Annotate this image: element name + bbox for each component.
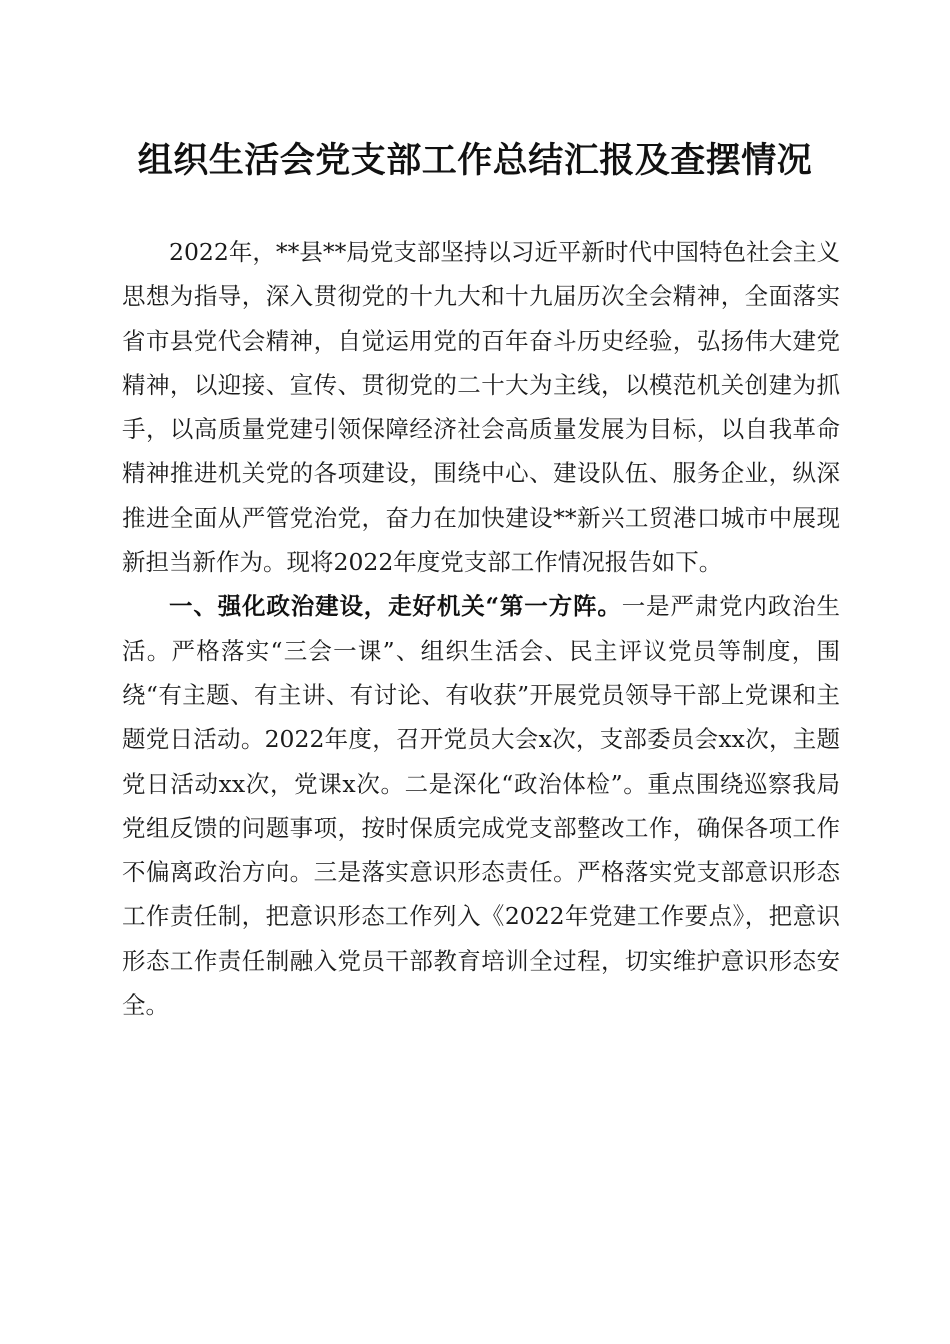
- section-heading: 一、强化政治建设，走好机关“第一方阵。: [169, 592, 622, 621]
- document-title: 组织生活会党支部工作总结汇报及查摆情况: [137, 140, 813, 181]
- document-body: [122, 230, 840, 1027]
- paragraph-text: 一是严肃党内政治生活。严格落实“三会一课”、组织生活会、民主评议党员等制度，围绕“有主题、有主讲、有讨论、有收获”开展党员领导干部上党课和主题党日活动。2022年度，召开党员大会x次，支部委员会xx次，主题党日活动xx次，党课x次。二是深化“政治体检”。重点围绕巡察我局党组反馈的问题事项，按时保质完成党支部整改工作，确保各项工作不偏离政治方向。三是落实意识形态责任。严格落实党支部意识形态工作责任制，把意识形态工作列入《2022年党建工作要点》，把意识形态工作责任制融入党员干部教育培训全过程，切实维护意识形态安全。: [122, 592, 840, 1020]
- paragraph-intro: [122, 230, 840, 584]
- paragraph-section-1: [122, 584, 840, 1027]
- paragraph-text: 2022年，**县**局党支部坚持以习近平新时代中国特色社会主义思想为指导，深入贯彻党的十九大和十九届历次全会精神，全面落实省市县党代会精神，自觉运用党的百年奋斗历史经验，弘扬伟大建党精神，以迎接、宣传、贯彻党的二十大为主线，以模范机关创建为抓手，以高质量党建引领保障经济社会高质量发展为目标，以自我革命精神推进机关党的各项建设，围绕中心、建设队伍、服务企业，纵深推进全面从严管党治党，奋力在加快建设**新兴工贸港口城市中展现新担当新作为。现将2022年度党支部工作情况报告如下。: [122, 238, 840, 577]
